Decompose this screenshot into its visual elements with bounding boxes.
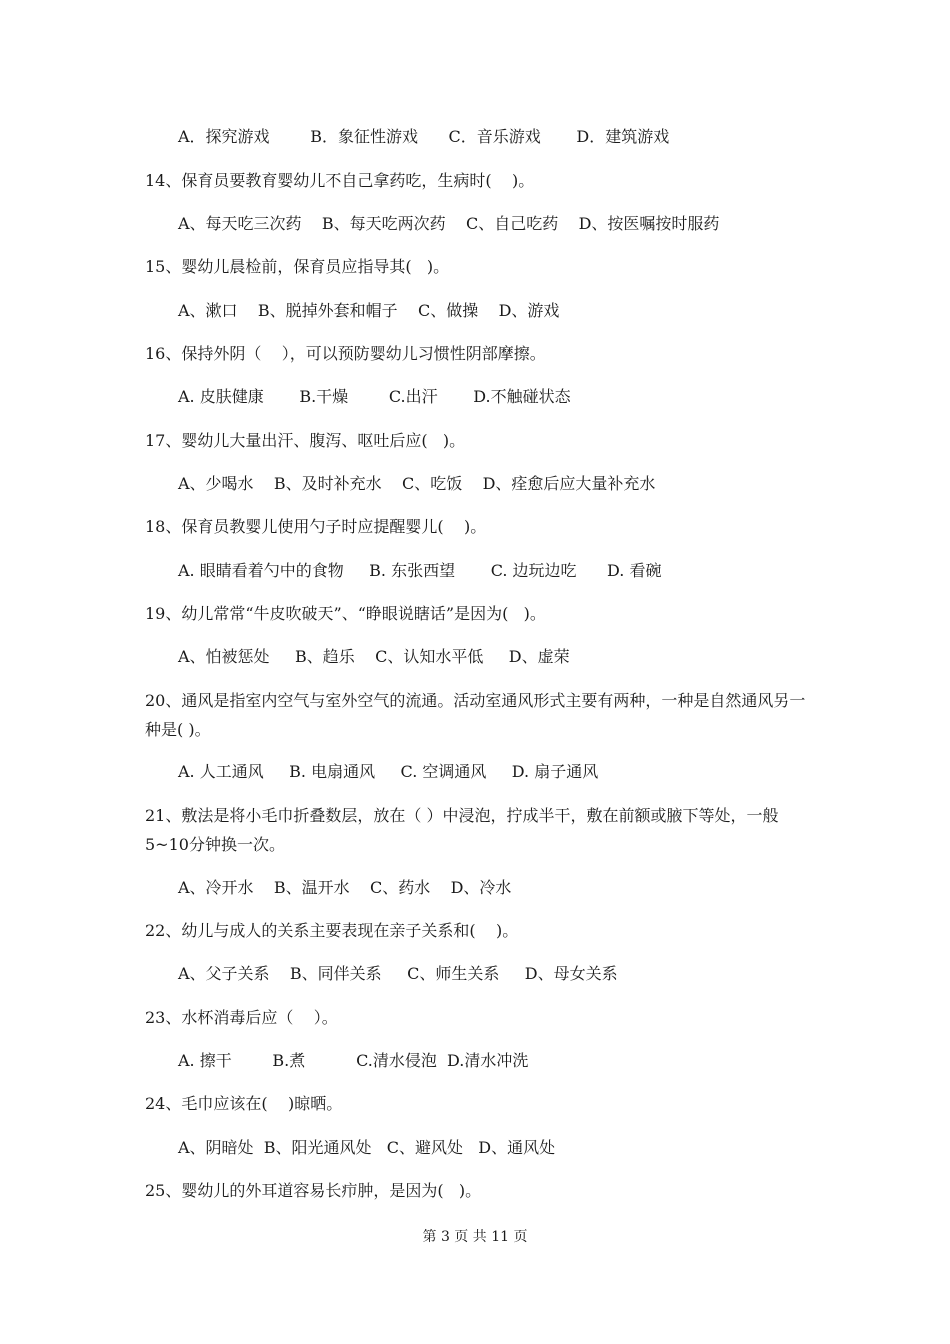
question-15: 15、婴幼儿晨检前，保育员应指导其( )。 [145, 257, 450, 276]
question-22: 22、幼儿与成人的关系主要表现在亲子关系和( )。 [145, 921, 519, 940]
question-16: 16、保持外阴（ ），可以预防婴幼儿习惯性阴部摩擦。 [145, 344, 546, 363]
options-q15: A、漱口 B、脱掉外套和帽子 C、做操 D、游戏 [178, 301, 560, 320]
options-q23: A. 擦干 B.煮 C.清水侵泡 D.清水冲洗 [178, 1051, 529, 1070]
question-18: 18、保育员教婴儿使用勺子时应提醒婴儿( )。 [145, 517, 487, 536]
options-q16: A. 皮肤健康 B.干燥 C.出汗 D.不触碰状态 [178, 387, 571, 406]
question-21: 21、敷法是将小毛巾折叠数层，放在（ ）中浸泡，拧成半干，敷在前额或腋下等处，一般5~10分钟换一次。 [145, 806, 779, 854]
question-24: 24、毛巾应该在( )晾晒。 [145, 1094, 343, 1113]
options-q17: A、少喝水 B、及时补充水 C、吃饭 D、痊愈后应大量补充水 [178, 474, 656, 493]
question-14: 14、保育员要教育婴幼儿不自己拿药吃，生病时( )。 [145, 171, 535, 190]
question-19: 19、幼儿常常“牛皮吹破天”、“睁眼说瞎话”是因为( )。 [145, 604, 546, 623]
options-q19: A、怕被惩处 B、趋乐 C、认知水平低 D、虚荣 [178, 647, 570, 666]
question-17: 17、婴幼儿大量出汗、腹泻、呕吐后应( )。 [145, 431, 466, 450]
options-q14: A、每天吃三次药 B、每天吃两次药 C、自己吃药 D、按医嘱按时服药 [178, 214, 720, 233]
question-23: 23、水杯消毒后应（ ）。 [145, 1008, 338, 1027]
options-q13: A．探究游戏 B．象征性游戏 C．音乐游戏 D．建筑游戏 [178, 127, 670, 146]
options-q21: A、冷开水 B、温开水 C、药水 D、冷水 [178, 878, 512, 897]
options-q18: A. 眼睛看着勺中的食物 B. 东张西望 C. 边玩边吃 D. 看碗 [178, 561, 662, 580]
question-25: 25、婴幼儿的外耳道容易长疖肿，是因为( )。 [145, 1181, 482, 1200]
options-q20: A. 人工通风 B. 电扇通风 C. 空调通风 D. 扇子通风 [178, 762, 599, 781]
page-number-footer: 第 3 页 共 11 页 [422, 1229, 528, 1245]
options-q22: A、父子关系 B、同伴关系 C、师生关系 D、母女关系 [178, 964, 618, 983]
question-20: 20、通风是指室内空气与室外空气的流通。活动室通风形式主要有两种，一种是自然通风另一种是( )。 [145, 691, 806, 739]
options-q24: A、阴暗处 B、阳光通风处 C、避风处 D、通风处 [178, 1138, 556, 1157]
